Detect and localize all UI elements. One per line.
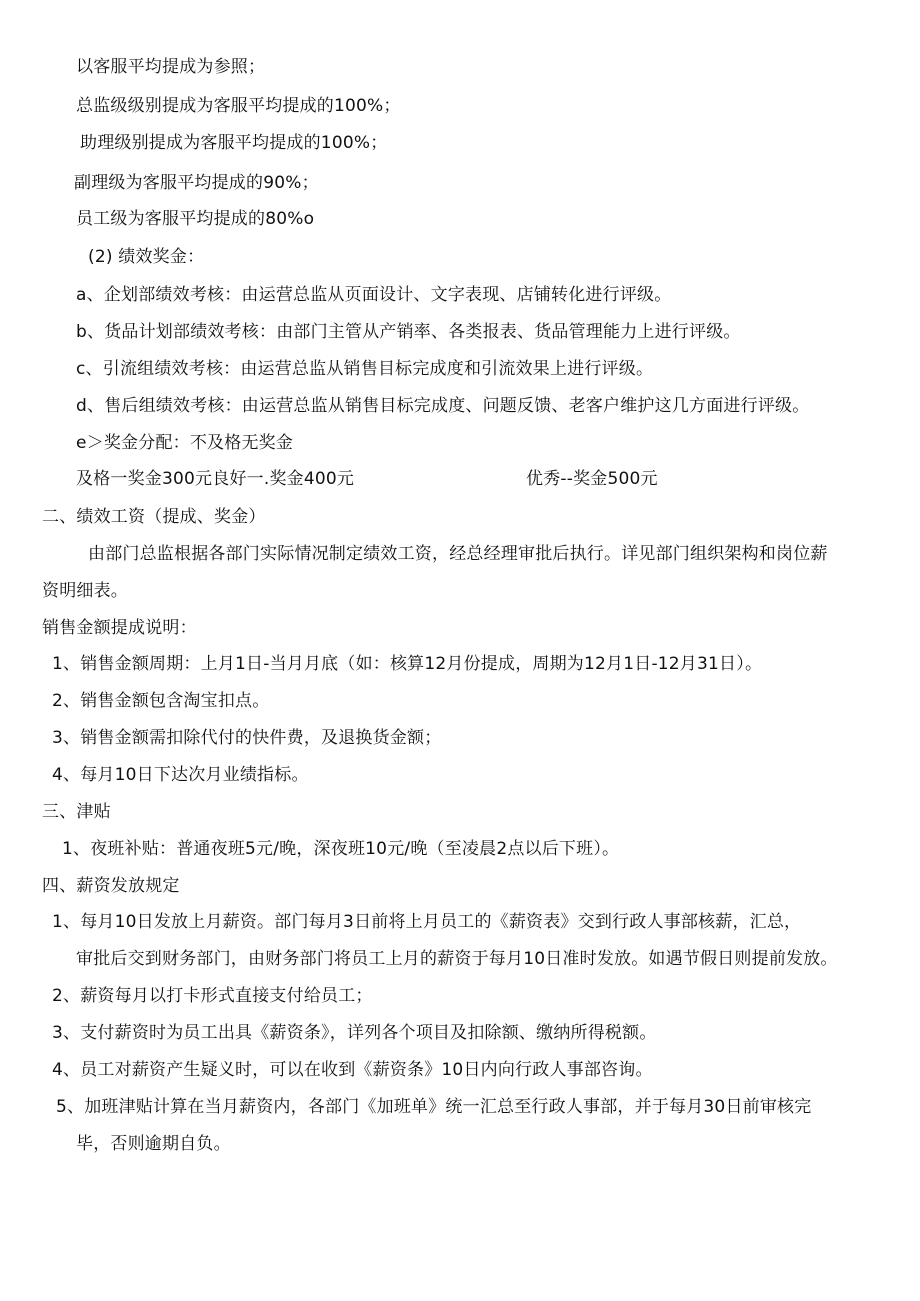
list-item: d、售后组绩效考核：由运营总监从销售目标完成度、问题反馈、老客户维护这几方面进行评级。	[76, 396, 810, 416]
list-item: 2、销售金额包含淘宝扣点。	[52, 691, 270, 711]
list-item: 2、薪资每月以打卡形式直接支付给员工；	[52, 986, 373, 1006]
text-line: 优秀--奖金500元	[526, 469, 658, 489]
text-line: 助理级别提成为客服平均提成的100%；	[80, 133, 388, 153]
paragraph-line: 由部门总监根据各部门实际情况制定绩效工资，经总经理审批后执行。详见部门组织架构和岗位薪	[88, 544, 828, 564]
list-item-continuation: 毕，否则逾期自负。	[76, 1134, 231, 1154]
text-line: 及格一奖金300元良好一.奖金400元	[76, 469, 355, 489]
list-item-continuation: 审批后交到财务部门，由财务部门将员工上月的薪资于每月10日准时发放。如遇节假日则提前发放。	[76, 949, 838, 969]
text-line: 总监级级别提成为客服平均提成的100%；	[76, 96, 401, 116]
paragraph-line: 资明细表。	[42, 581, 128, 601]
list-item: 1、销售金额周期：上月1日-当月月底（如：核算12月份提成，周期为12月1日-12月31日）。	[52, 654, 763, 674]
list-item: c、引流组绩效考核：由运营总监从销售目标完成度和引流效果上进行评级。	[76, 359, 654, 379]
section-heading: 四、薪资发放规定	[42, 876, 180, 896]
list-item: 5、加班津贴计算在当月薪资内，各部门《加班单》统一汇总至行政人事部，并于每月30日前审核完	[56, 1097, 812, 1117]
section-heading: 销售金额提成说明：	[42, 618, 197, 638]
list-item: 3、支付薪资时为员工出具《薪资条》，详列各个项目及扣除额、缴纳所得税额。	[52, 1023, 657, 1043]
list-item: b、货品计划部绩效考核：由部门主管从产销率、各类报表、货品管理能力上进行评级。	[76, 322, 741, 342]
text-line: 员工级为客服平均提成的80%o	[76, 209, 315, 229]
text-line: 副理级为客服平均提成的90%；	[74, 173, 319, 193]
list-item: 1、夜班补贴：普通夜班5元/晚，深夜班10元/晚（至凌晨2点以后下班）。	[62, 839, 620, 859]
text-line: 以客服平均提成为参照；	[76, 57, 266, 77]
list-item: 4、每月10日下达次月业绩指标。	[52, 765, 309, 785]
list-item: 1、每月10日发放上月薪资。部门每月3日前将上月员工的《薪资表》交到行政人事部核薪，汇总，	[52, 912, 802, 932]
list-item: a、企划部绩效考核：由运营总监从页面设计、文字表现、店铺转化进行评级。	[76, 285, 672, 305]
section-heading: 二、绩效工资（提成、奖金）	[42, 507, 266, 527]
list-item: 4、员工对薪资产生疑义时，可以在收到《薪资条》10日内向行政人事部咨询。	[52, 1060, 653, 1080]
section-heading: (2) 绩效奖金：	[88, 247, 205, 267]
list-item: 3、销售金额需扣除代付的快件费，及退换货金额；	[52, 728, 442, 748]
section-heading: 三、津贴	[42, 802, 111, 822]
list-item: e＞奖金分配：不及格无奖金	[76, 433, 294, 453]
